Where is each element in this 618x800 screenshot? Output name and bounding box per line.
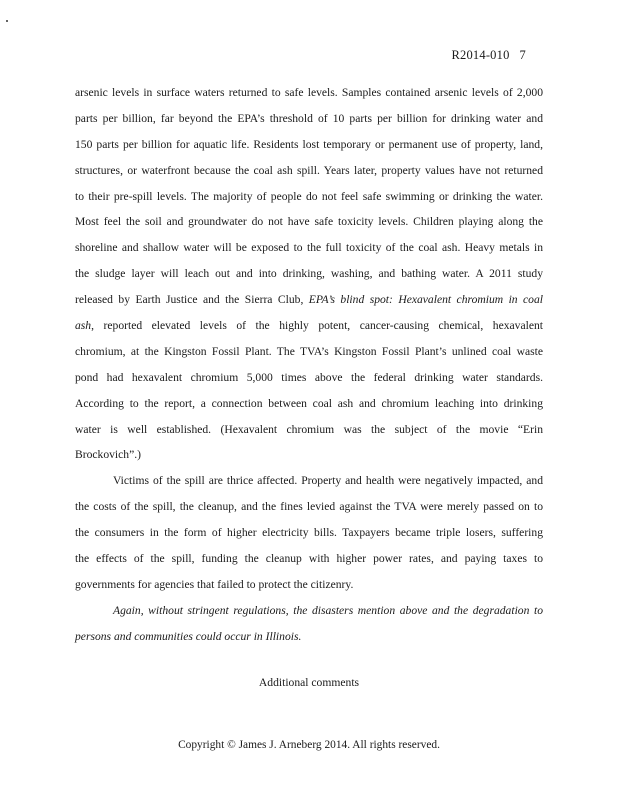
text-line (75, 287, 543, 313)
text-line: the sludge layer will leach out and into drinking, washing, and bathing water. A 2011 study (75, 267, 543, 281)
text-line: shoreline and shallow water will be exposed to the full toxicity of the coal ash. Heavy metals in (75, 241, 543, 255)
text-line: chromium, at the Kingston Fossil Plant. The TVA’s Kingston Fossil Plant’s unlined coal waste (75, 344, 543, 358)
text-line: arsenic levels in surface waters returned to safe levels. Samples contained arsenic levels of 2,000 (75, 86, 543, 99)
text-line: persons and communities could occur in Illinois. (75, 629, 302, 643)
scan-speck (6, 20, 8, 22)
report-title: ash (75, 319, 92, 333)
text-line: the effects of the spill, funding the cleanup with higher power rates, and paying taxes to (75, 552, 543, 566)
text-fragment: released by Earth Justice and the Sierra Club, (75, 293, 309, 307)
page-number: 7 (519, 48, 526, 62)
text-line: to their pre-spill levels. The majority of people do not feel safe swimming or drinking the water. (75, 189, 543, 203)
text-line: Brockovich”.) (75, 448, 141, 462)
text-line: parts per billion, far beyond the EPA’s threshold of 10 parts per billion for drinking water and (75, 111, 543, 125)
text-line: water is well established. (Hexavalent chromium was the subject of the movie “Erin (75, 422, 543, 436)
document-id: R2014-010 (451, 48, 510, 62)
text-line: Most feel the soil and groundwater do not have safe toxicity levels. Children playing along the (75, 215, 543, 229)
text-line: structures, or waterfront because the coal ash spill. Years later, property values have not returned (75, 163, 543, 177)
text-line: governments for agencies that failed to protect the citizenry. (75, 577, 354, 591)
report-title: EPA’s blind spot: Hexavalent chromium in coal (308, 293, 543, 307)
section-heading: Additional comments (258, 676, 360, 689)
text-line: the consumers in the form of higher electricity bills. Taxpayers became triple losers, suffering (75, 526, 543, 540)
copyright-footer: Copyright © James J. Arneberg 2014. All rights reserved. (178, 739, 440, 751)
text-line: pond had hexavalent chromium 5,000 times above the federal drinking water standards. (75, 370, 543, 384)
text-line: Again, without stringent regulations, the disasters mention above and the degradation to (113, 603, 543, 617)
body-text (75, 80, 543, 650)
text-line: 150 parts per billion for aquatic life. Residents lost temporary or permanent use of property, land, (75, 137, 543, 151)
text-line: Victims of the spill are thrice affected. Property and health were negatively impacted, and (113, 474, 543, 488)
text-line: the costs of the spill, the cleanup, and the fines levied against the TVA were merely passed on to (75, 500, 543, 514)
text-line (75, 313, 543, 339)
text-fragment: , reported elevated levels of the highly potent, cancer-causing chemical, hexavalent (91, 319, 543, 333)
text-line: According to the report, a connection between coal ash and chromium leaching into drinking (75, 396, 543, 410)
page-header (451, 48, 526, 63)
